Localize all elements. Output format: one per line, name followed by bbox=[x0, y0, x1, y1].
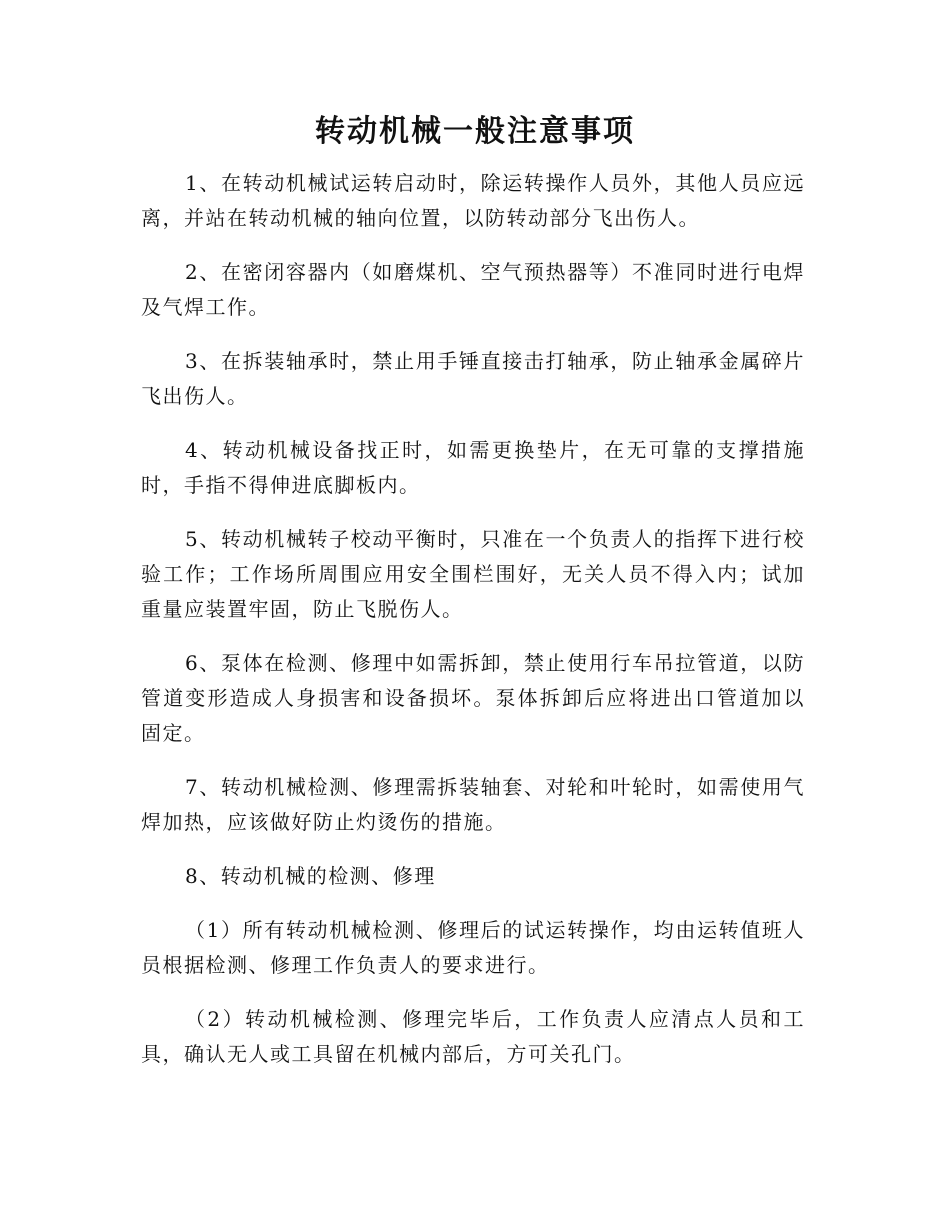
page-title: 转动机械一般注意事项 bbox=[315, 114, 635, 149]
paragraph-4: 4、转动机械设备找正时，如需更换垫片，在无可靠的支撑措施时，手指不得伸进底脚板内。 bbox=[141, 438, 805, 497]
sub-paragraph-1: （1）所有转动机械检测、修理后的试运转操作，均由运转值班人员根据检测、修理工作负责人的要求进行。 bbox=[141, 918, 805, 977]
sub-paragraph-2: （2）转动机械检测、修理完毕后，工作负责人应清点人员和工具，确认无人或工具留在机械内部后，方可关孔门。 bbox=[141, 1007, 805, 1066]
paragraph-8: 8、转动机械的检测、修理 bbox=[185, 864, 436, 888]
paragraph-1: 1、在转动机械试运转启动时，除运转操作人员外，其他人员应远离，并站在转动机械的轴向位置，以防转动部分飞出伤人。 bbox=[141, 171, 805, 230]
paragraph-3: 3、在拆装轴承时，禁止用手锤直接击打轴承，防止轴承金属碎片飞出伤人。 bbox=[141, 349, 805, 408]
paragraph-2: 2、在密闭容器内（如磨煤机、空气预热器等）不准同时进行电焊及气焊工作。 bbox=[141, 260, 805, 319]
paragraph-7: 7、转动机械检测、修理需拆装轴套、对轮和叶轮时，如需使用气焊加热，应该做好防止灼烫伤的措施。 bbox=[141, 775, 805, 834]
document-body bbox=[141, 166, 805, 1091]
paragraph-5: 5、转动机械转子校动平衡时，只准在一个负责人的指挥下进行校验工作；工作场所周围应用安全围栏围好，无关人员不得入内；试加重量应装置牢固，防止飞脱伤人。 bbox=[141, 527, 805, 621]
paragraph-6: 6、泵体在检测、修理中如需拆卸，禁止使用行车吊拉管道，以防管道变形造成人身损害和设备损坏。泵体拆卸后应将进出口管道加以固定。 bbox=[141, 651, 805, 745]
